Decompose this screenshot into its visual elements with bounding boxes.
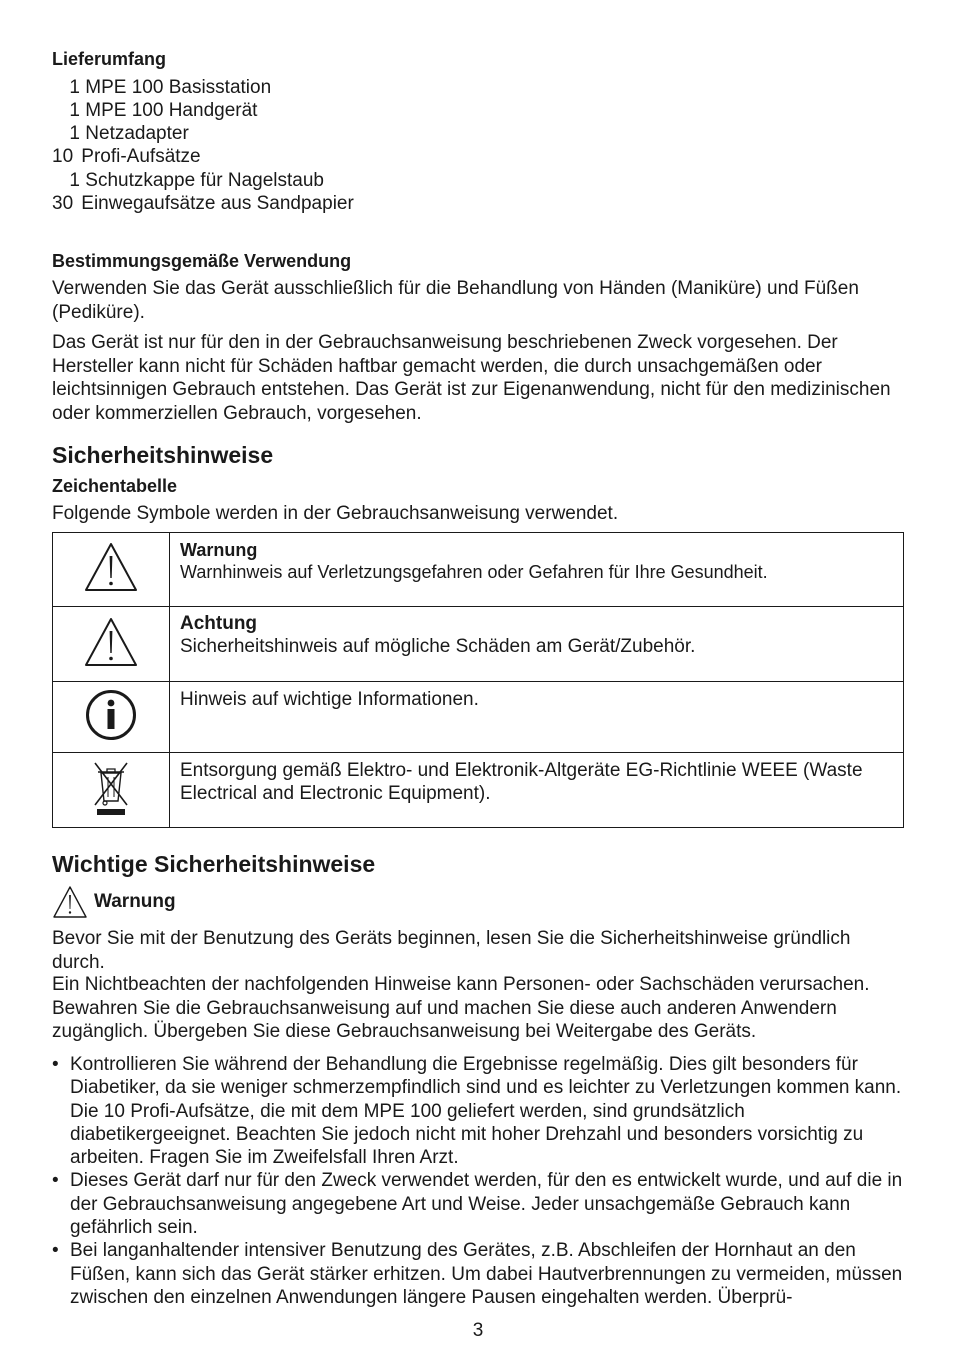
warning-triangle-icon (83, 541, 139, 593)
important-para-2: Ein Nichtbeachten der nachfolgenden Hinweise kann Personen- oder Sachschäden verursachen. Bewahren Sie die Gebrauchsanweisung auf und machen Sie diese auch anderen Anwendern zugänglich. Übergeben Sie diese Gebrauchsanweisung bei Weitergabe des Geräts. (52, 974, 870, 1042)
symbol-title: Warnung (180, 540, 258, 560)
symbol-description: Hinweis auf wichtige Informationen. (180, 689, 479, 710)
weee-bin-icon (91, 759, 131, 817)
safety-heading: Sicherheitshinweise (52, 442, 274, 468)
warning-label-row (52, 884, 176, 920)
info-icon (84, 688, 138, 742)
warning-triangle-icon (52, 885, 88, 919)
symbol-row-caution (53, 607, 904, 682)
important-para-1: Bevor Sie mit der Benutzung des Geräts beginnen, lesen Sie die Sicherheitshinweise gründlich durch. (52, 928, 851, 973)
intended-use-heading: Bestimmungsgemäße Verwendung (52, 251, 352, 271)
intended-use-para-1: Verwenden Sie das Gerät ausschließlich für die Behandlung von Händen (Maniküre) und Füßen (Pediküre). (52, 278, 859, 323)
list-item: • Dieses Gerät darf nur für den Zweck verwendet werden, für den es entwickelt wurde, und auf die in der Gebrauchsanweisung angegebene Art und Weise. Jeder unsachgemäße Gebrauch kann gefährlich sein. (52, 1169, 904, 1239)
warning-label: Warnung (94, 891, 176, 912)
list-item: • Kontrollieren Sie während der Behandlung die Ergebnisse regelmäßig. Dies gilt besonders für Diabetiker, da sie weniger schmerzempfindlich sind und es leichter zu Verletzungen kommen kann. Die 10 Profi-Aufsätze, die mit dem MPE 100 geliefert werden, sind grundsätzlich diabetikergeeignet. Beachten Sie jedoch nicht mit hoher Drehzahl und besonders vorsichtig zu arbeiten. Fragen Sie im Zweifelsfall Ihren Arzt. (52, 1053, 904, 1169)
scope-item: 1 Netzadapter (69, 123, 189, 144)
list-item: • Bei langanhaltender intensiver Benutzung des Gerätes, z.B. Abschleifen der Hornhaut an den Füßen, kann sich das Gerät stärker erhitzen. Um dabei Hautverbrennungen zu vermeiden, müssen zwischen den einzelnen Anwendungen längere Pausen eingehalten werden. Überprü- (52, 1239, 904, 1309)
symbol-row-weee (53, 753, 904, 828)
safety-bullet-list (52, 1053, 904, 1309)
scope-heading: Lieferumfang (52, 49, 167, 69)
symbol-table-intro: Folgende Symbole werden in der Gebrauchsanweisung verwendet. (52, 503, 619, 524)
caution-triangle-icon (83, 616, 139, 668)
symbol-table-heading: Zeichentabelle (52, 476, 178, 496)
intended-use-para-2: Das Gerät ist nur für den in der Gebrauchsanweisung beschriebenen Zweck vorgesehen. Der Hersteller kann nicht für Schäden haftbar gemacht werden, die durch unsachgemäßen oder leichtsinnigen Gebrauch entstehen. Das Gerät ist zur Eigenanwendung, nicht für den medizinischen oder kommerziellen Gebrauch, vorgesehen. (52, 332, 891, 424)
scope-item: 1 MPE 100 Handgerät (69, 100, 258, 121)
scope-item: 30 Einwegaufsätze aus Sandpapier (52, 193, 354, 214)
symbol-description: Warnhinweis auf Verletzungsgefahren oder Gefahren für Ihre Gesundheit. (180, 562, 768, 582)
scope-item: 1 Schutzkappe für Nagelstaub (69, 170, 324, 191)
symbol-row-info (53, 682, 904, 753)
symbol-description: Sicherheitshinweis auf mögliche Schäden am Gerät/Zubehör. (180, 636, 696, 657)
page-number: 3 (472, 1320, 484, 1341)
symbol-row-warning (53, 533, 904, 607)
scope-item: 10 Profi-Aufsätze (52, 146, 201, 167)
scope-item: 1 MPE 100 Basisstation (69, 77, 272, 98)
important-safety-heading: Wichtige Sicherheitshinweise (52, 851, 376, 877)
symbol-table (52, 532, 904, 828)
symbol-description: Entsorgung gemäß Elektro- und Elektronik-Altgeräte EG-Richtlinie WEEE (Waste Electrical and Electronic Equipment). (180, 760, 863, 804)
symbol-title: Achtung (180, 613, 258, 634)
